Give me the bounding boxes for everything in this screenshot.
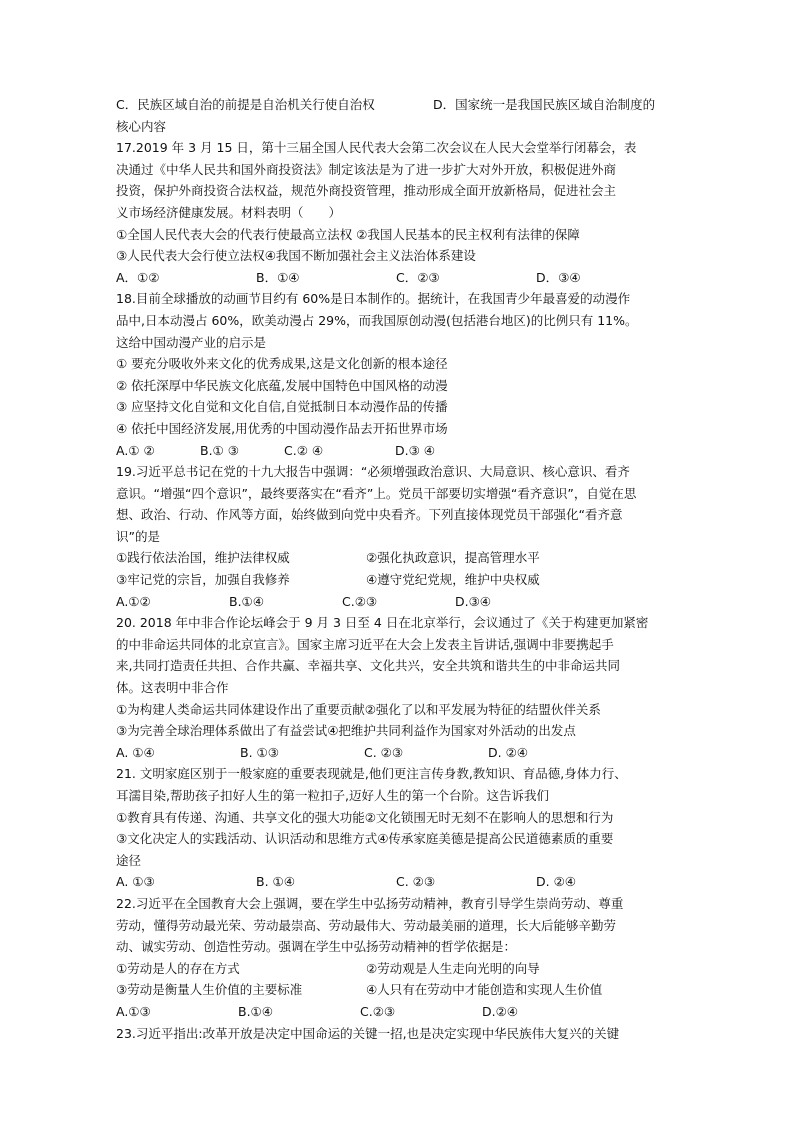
q20-option-a[interactable]: A. ①④ <box>116 744 155 760</box>
q16-option-c: C．民族区域自治的前提是自治机关行使自治权 <box>116 97 375 112</box>
q17-option-c[interactable]: C．②③ <box>396 269 440 285</box>
q21-statement-line: ③文化决定人的实践活动、认识活动和思维方式④传承家庭美德是提高公民道德素质的重要 <box>116 831 614 847</box>
q19-option-a[interactable]: A.①② <box>116 593 151 609</box>
q20-option-d[interactable]: D. ②④ <box>488 744 528 760</box>
q22-statement-3: ③劳动是衡量人生价值的主要标准 <box>116 982 303 998</box>
q22-option-a[interactable]: A.①③ <box>116 1003 151 1019</box>
q22-options <box>116 1001 682 1023</box>
q20-statement-line: ③为完善全球治理体系做出了有益尝试④把维护共同利益作为国家对外活动的出发点 <box>116 723 576 739</box>
q18-stem-line: 18.目前全球播放的动画节目约有 60%是日本制作的。据统计，在我国青少年最喜爱的动漫作 <box>116 291 631 307</box>
q17-option-a[interactable]: A．①② <box>116 269 160 285</box>
q18-stem-line: 这给中国动漫产业的启示是 <box>116 334 267 350</box>
q18-statement-line: ③ 应坚持文化自觉和文化自信,自觉抵制日本动漫作品的传播 <box>116 399 448 415</box>
q19-option-c[interactable]: C.②③ <box>342 593 378 609</box>
q22-statement-row <box>116 958 682 980</box>
q19-statement-row <box>116 569 682 591</box>
q18-stem-line: 品中,日本动漫占 60%，欧美动漫占 29%，而我国原创动漫(包括港台地区)的比例只有 11%。 <box>116 312 638 328</box>
q19-stem-line: 19.习近平总书记在党的十九大报告中强调：“必须增强政治意识、大局意识、核心意识、看齐 <box>116 464 630 480</box>
q17-statement-line: ③人民代表大会行使立法权④我国不断加强社会主义法治体系建设 <box>116 248 476 264</box>
question-22 <box>116 893 682 1023</box>
exam-page <box>116 94 682 1044</box>
q19-stem-line: 意识。“增强“四个意识”，最终要落实在“看齐”上。党员干部要切实增强“看齐意识”，自觉在思 <box>116 485 637 501</box>
q23-stem-line: 23.习近平指出:改革开放是决定中国命运的关键一招,也是决定实现中华民族伟大复兴的关键 <box>116 1025 620 1041</box>
q20-option-c[interactable]: C. ②③ <box>364 744 404 760</box>
q17-stem-line: 投资，保护外商投资合法权益，规范外商投资管理，推动形成全面开放新格局，促进社会主 <box>116 183 617 199</box>
q21-stem-line: 21. 文明家庭区别于一般家庭的重要表现就是,他们更注言传身教,教知识、育品德,身体力行、 <box>116 766 627 782</box>
q17-option-b[interactable]: B．①④ <box>256 269 300 285</box>
q18-options <box>116 440 682 462</box>
question-23 <box>116 1023 682 1045</box>
q17-statement-line: ①全国人民代表大会的代表行使最高立法权 ②我国人民基本的民主权利有法律的保障 <box>116 226 580 242</box>
q19-statement-4: ④遵守党纪党规，维护中央权威 <box>366 572 540 588</box>
q22-statement-4: ④人只有在劳动中才能创造和实现人生价值 <box>366 982 603 998</box>
q21-option-d[interactable]: D. ②④ <box>536 874 576 890</box>
q21-options <box>116 871 682 893</box>
q20-statement-line: ①为构建人类命运共同体建设作出了重要贡献②强化了以和平发展为特征的结盟伙伴关系 <box>116 701 601 717</box>
q22-stem-line: 动、诚实劳动、创造性劳动。强调在学生中弘扬劳动精神的哲学依据是： <box>116 939 517 955</box>
q21-stem-line: 耳濡目染,帮助孩子扣好人生的第一粒扣子,迈好人生的第一个台阶。这告诉我们 <box>116 788 549 803</box>
q18-statement-line: ④ 依托中国经济发展,用优秀的中国动漫作品去开拓世界市场 <box>116 420 448 436</box>
q22-option-c[interactable]: C.②③ <box>360 1003 396 1019</box>
q19-stem-line: 想、政治、行动、作风等方面，始终做到向党中央看齐。下列直接体现党员干部强化“看齐意 <box>116 507 623 523</box>
q19-statement-row <box>116 547 682 569</box>
q19-option-d[interactable]: D.③④ <box>455 593 492 609</box>
q22-statement-1: ①劳动是人的存在方式 <box>116 960 240 976</box>
q21-statement-line: 途径 <box>116 852 142 868</box>
q22-stem-line: 劳动，懂得劳动最光荣、劳动最崇高、劳动最伟大、劳动最美丽的道理，长大后能够辛勤劳 <box>116 917 617 933</box>
q19-option-b[interactable]: B.①④ <box>229 593 264 609</box>
q17-stem-line: 决通过《中华人民共和国外商投资法》制定该法是为了进一步扩大对外开放，积极促进外商 <box>116 161 617 177</box>
q18-statement-line: ② 依托深厚中华民族文化底蕴,发展中国特色中国风格的动漫 <box>116 377 448 393</box>
question-17 <box>116 137 682 288</box>
question-20 <box>116 612 682 763</box>
q20-stem-line: 的中非命运共同体的北京宣言》。国家主席习近平在大会上发表主旨讲话,强调中非要携起手 <box>116 636 614 652</box>
q22-option-b[interactable]: B.①④ <box>238 1003 273 1019</box>
q18-option-a[interactable]: A.① ② <box>116 442 155 458</box>
q17-option-d[interactable]: D．③④ <box>536 269 581 285</box>
q17-options <box>116 267 682 289</box>
question-19 <box>116 461 682 612</box>
q19-stem-line: 识”的是 <box>116 528 160 544</box>
q17-stem-line: 17.2019 年 3 月 15 日，第十三届全国人民代表大会第二次会议在人民大会堂举行闭幕会，表 <box>116 140 637 156</box>
q20-options <box>116 742 682 764</box>
q19-statement-3: ③牢记党的宗旨，加强自我修养 <box>116 572 290 588</box>
q19-statement-2: ②强化执政意识，提高管理水平 <box>366 550 540 566</box>
q22-option-d[interactable]: D.②④ <box>482 1003 519 1019</box>
q20-option-b[interactable]: B. ①③ <box>240 744 279 760</box>
q22-statement-2: ②劳动观是人生走向光明的向导 <box>366 960 540 976</box>
q18-option-b[interactable]: B.① ③ <box>200 442 239 458</box>
q19-statement-1: ①践行依法治国，维护法律权威 <box>116 550 290 566</box>
q16-option-d-continued: 核心内容 <box>116 118 167 134</box>
q18-option-d[interactable]: D.③ ④ <box>395 442 435 458</box>
q20-stem-line: 体。这表明中非合作 <box>116 680 229 696</box>
q21-option-a[interactable]: A. ①③ <box>116 874 155 890</box>
q17-stem-line: 义市场经济健康发展。材料表明（ ） <box>116 204 342 220</box>
q16-options-line <box>116 94 682 116</box>
q21-option-c[interactable]: C. ②③ <box>396 874 436 890</box>
q18-statement-line: ① 要充分吸收外来文化的优秀成果,这是文化创新的根本途径 <box>116 356 448 372</box>
q16-option-d: D．国家统一是我国民族区域自治制度的 <box>433 97 656 112</box>
q20-stem-line: 来,共同打造责任共担、合作共赢、幸福共享、文化共兴，安全共筑和谐共生的中非命运共同 <box>116 658 620 674</box>
q22-stem-line: 22.习近平在全国教育大会上强调，要在学生中弘扬劳动精神，教育引导学生崇尚劳动、尊重 <box>116 895 624 911</box>
question-18 <box>116 288 682 461</box>
q18-option-c[interactable]: C.② ④ <box>284 442 324 458</box>
q21-statement-line: ①教育具有传递、沟通、共享文化的强大功能②文化锁围无时无刻不在影响人的思想和行为 <box>116 809 614 825</box>
q19-options <box>116 591 682 613</box>
question-21 <box>116 763 682 893</box>
q21-option-b[interactable]: B. ①④ <box>256 874 295 890</box>
q22-statement-row <box>116 979 682 1001</box>
q20-stem-line: 20. 2018 年中非合作论坛峰会于 9 月 3 日至 4 日在北京举行，会议通过了《关于构建更加紧密 <box>116 615 649 631</box>
